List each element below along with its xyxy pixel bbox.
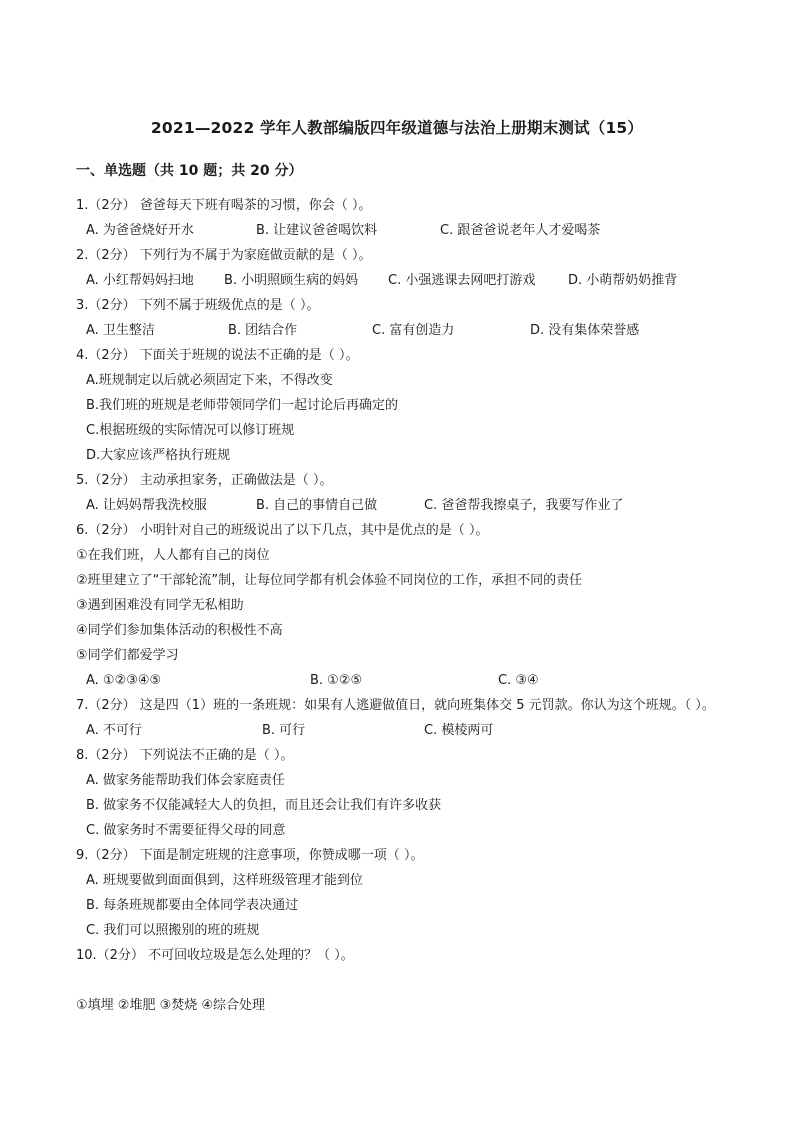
question-4-stem: 4.（2分） 下面关于班规的说法不正确的是（ ）。 [76,348,359,363]
question-8-stem: 8.（2分） 下列说法不正确的是（ ）。 [76,748,294,763]
question-2-option-d[interactable]: D. 小萌帮奶奶推背 [568,273,678,288]
question-2-option-a[interactable]: A. 小红帮妈妈扫地 [86,273,194,288]
question-4-option-d[interactable]: D.大家应该严格执行班规 [86,448,231,463]
question-1-options [76,218,726,243]
question-10-statements: ①填埋 ②堆肥 ③焚烧 ④综合处理 [76,998,266,1013]
exam-title: 2021—2022 学年人教部编版四年级道德与法治上册期末测试（15） [150,119,644,137]
question-6-options [76,668,726,693]
question-4-option-c[interactable]: C.根据班级的实际情况可以修订班规 [86,423,295,438]
question-2-option-c[interactable]: C. 小强逃课去网吧打游戏 [388,273,536,288]
question-8-option-c[interactable]: C. 做家务时不需要征得父母的同意 [86,823,286,838]
question-7-option-a[interactable]: A. 不可行 [86,723,142,738]
question-3-option-d[interactable]: D. 没有集体荣誉感 [530,323,640,338]
question-9-option-c[interactable]: C. 我们可以照搬别的班的班规 [86,923,260,938]
question-7-stem: 7.（2分） 这是四（1）班的一条班规：如果有人逃避做值日，就向班集体交 5 元罚款。你认为这个班规。（ ）。 [76,698,715,713]
question-6-stem: 6.（2分） 小明针对自己的班级说出了以下几点，其中是优点的是（ ）。 [76,523,489,538]
question-6-statement-2: ②班里建立了“干部轮流”制，让每位同学都有机会体验不同岗位的工作，承担不同的责任 [76,573,583,588]
question-3-options [76,318,726,343]
question-10-gap [76,968,726,993]
question-6-option-a[interactable]: A. ①②③④⑤ [86,673,162,688]
question-5-option-b[interactable]: B. 自己的事情自己做 [256,498,378,513]
question-1-option-b[interactable]: B. 让建议爸爸喝饮料 [256,223,378,238]
question-2-option-b[interactable]: B. 小明照顾生病的妈妈 [224,273,359,288]
question-1-option-a[interactable]: A. 为爸爸烧好开水 [86,223,194,238]
question-list [76,193,726,1018]
question-10-stem: 10.（2分） 不可回收垃圾是怎么处理的？（ ）。 [76,948,354,963]
question-1-stem: 1.（2分） 爸爸每天下班有喝茶的习惯，你会（ ）。 [76,198,372,213]
question-3-stem: 3.（2分） 下列不属于班级优点的是（ ）。 [76,298,320,313]
question-5-options [76,493,726,518]
question-6-statement-5: ⑤同学们都爱学习 [76,648,179,663]
question-2-options [76,268,726,293]
question-7-option-c[interactable]: C. 模棱两可 [424,723,494,738]
question-1-option-c[interactable]: C. 跟爸爸说老年人才爱喝茶 [440,223,601,238]
question-6-statement-4: ④同学们参加集体活动的积极性不高 [76,623,283,638]
question-4-option-a[interactable]: A.班规制定以后就必须固定下来，不得改变 [86,373,333,388]
question-8-option-a[interactable]: A. 做家务能帮助我们体会家庭责任 [86,773,285,788]
question-3-option-c[interactable]: C. 富有创造力 [372,323,455,338]
question-6-statement-1: ①在我们班，人人都有自己的岗位 [76,548,270,563]
section-heading: 一、单选题（共 10 题；共 20 分） [76,163,303,179]
question-5-option-a[interactable]: A. 让妈妈帮我洗校服 [86,498,207,513]
question-6-option-c[interactable]: C. ③④ [498,673,539,688]
question-9-option-a[interactable]: A. 班规要做到面面俱到，这样班级管理才能到位 [86,873,363,888]
question-6-option-b[interactable]: B. ①②⑤ [310,673,363,688]
question-3-option-a[interactable]: A. 卫生整洁 [86,323,155,338]
question-3-option-b[interactable]: B. 团结合作 [228,323,298,338]
question-4-option-b[interactable]: B.我们班的班规是老师带领同学们一起讨论后再确定的 [86,398,399,413]
question-5-stem: 5.（2分） 主动承担家务，正确做法是（ ）。 [76,473,333,488]
question-8-option-b[interactable]: B. 做家务不仅能减轻大人的负担，而且还会让我们有许多收获 [86,798,442,813]
question-5-option-c[interactable]: C. 爸爸帮我擦桌子，我要写作业了 [424,498,624,513]
question-6-statement-3: ③遇到困难没有同学无私相助 [76,598,244,613]
question-9-stem: 9.（2分） 下面是制定班规的注意事项，你赞成哪一项（ ）。 [76,848,424,863]
question-7-options [76,718,726,743]
question-9-option-b[interactable]: B. 每条班规都要由全体同学表决通过 [86,898,299,913]
question-7-option-b[interactable]: B. 可行 [262,723,306,738]
question-2-stem: 2.（2分） 下列行为不属于为家庭做贡献的是（ ）。 [76,248,372,263]
